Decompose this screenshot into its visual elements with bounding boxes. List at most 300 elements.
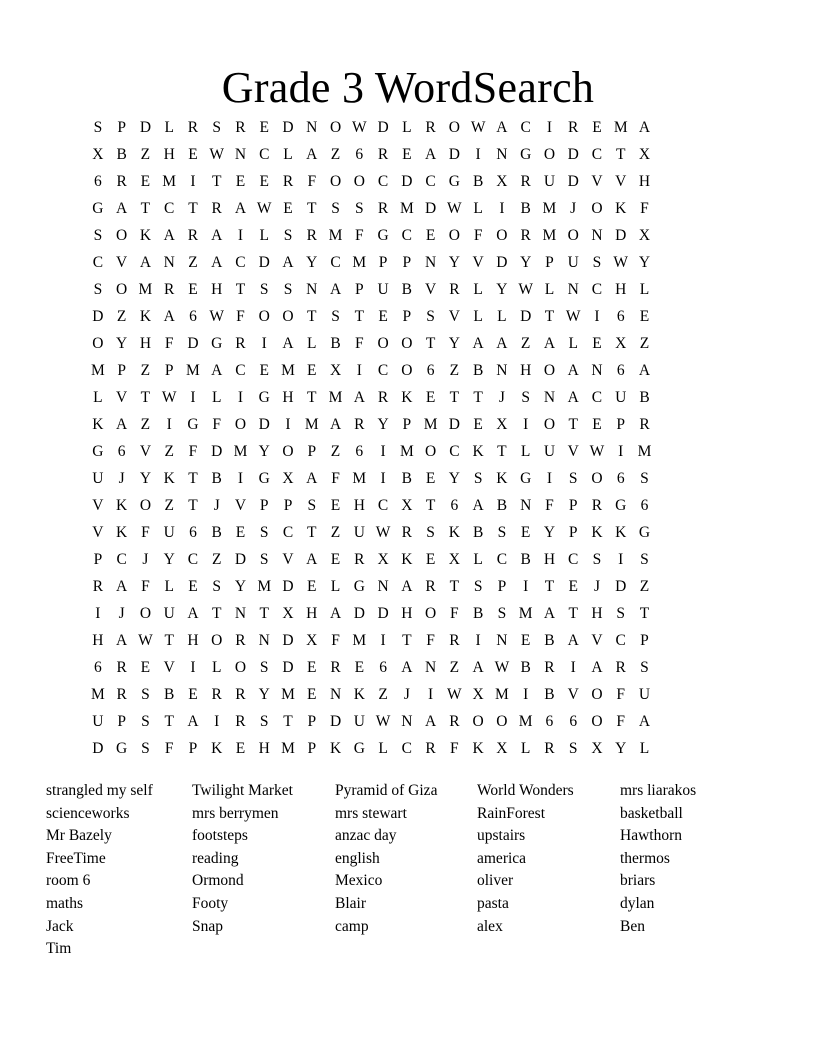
grid-cell[interactable]: X <box>401 497 413 514</box>
grid-cell[interactable]: B <box>211 470 222 487</box>
grid-cell[interactable]: M <box>613 119 628 136</box>
word-list-item[interactable]: thermos <box>620 849 670 867</box>
grid-cell[interactable]: M <box>399 200 414 217</box>
grid-cell[interactable]: S <box>497 605 507 622</box>
grid-cell[interactable]: L <box>473 200 483 217</box>
grid-cell[interactable]: B <box>211 524 222 541</box>
grid-cell[interactable]: O <box>567 227 579 244</box>
grid-cell[interactable]: H <box>187 632 199 649</box>
grid-cell[interactable]: B <box>544 632 555 649</box>
grid-cell[interactable]: V <box>282 551 294 568</box>
grid-cell[interactable]: H <box>615 281 627 298</box>
grid-cell[interactable]: S <box>331 308 340 325</box>
grid-cell[interactable]: O <box>211 632 223 649</box>
grid-cell[interactable]: K <box>401 389 413 406</box>
grid-cell[interactable]: W <box>209 308 225 325</box>
grid-cell[interactable]: C <box>591 146 603 163</box>
grid-cell[interactable]: E <box>235 173 246 190</box>
grid-cell[interactable]: M <box>423 416 438 433</box>
word-list-item[interactable]: oliver <box>477 872 514 890</box>
grid-cell[interactable]: A <box>496 335 508 352</box>
grid-cell[interactable]: V <box>591 173 603 190</box>
grid-cell[interactable]: S <box>497 524 507 541</box>
grid-cell[interactable]: H <box>258 740 270 757</box>
grid-cell[interactable]: M <box>542 227 557 244</box>
word-list-item[interactable]: mrs liarakos <box>620 782 697 799</box>
grid-cell[interactable]: A <box>116 200 128 217</box>
grid-cell[interactable]: E <box>259 173 269 190</box>
grid-cell[interactable]: O <box>353 173 365 190</box>
grid-cell[interactable]: O <box>472 713 484 730</box>
grid-cell[interactable]: E <box>235 740 246 757</box>
grid-cell[interactable]: R <box>520 227 531 244</box>
grid-cell[interactable]: A <box>116 578 128 595</box>
grid-cell[interactable]: C <box>330 254 341 271</box>
grid-cell[interactable]: L <box>164 119 174 136</box>
grid-cell[interactable]: N <box>234 146 247 163</box>
grid-cell[interactable]: F <box>616 686 626 703</box>
grid-cell[interactable]: R <box>235 632 246 649</box>
grid-cell[interactable]: O <box>282 308 294 325</box>
grid-cell[interactable]: M <box>328 227 343 244</box>
grid-cell[interactable]: Y <box>638 254 651 271</box>
grid-cell[interactable]: T <box>140 200 151 217</box>
grid-cell[interactable]: J <box>213 497 220 514</box>
word-list-item[interactable]: Ormond <box>192 872 244 890</box>
grid-cell[interactable]: J <box>403 686 410 703</box>
grid-cell[interactable]: G <box>92 200 104 217</box>
grid-cell[interactable]: O <box>92 335 104 352</box>
grid-cell[interactable]: A <box>472 659 484 676</box>
grid-cell[interactable]: B <box>330 335 341 352</box>
grid-cell[interactable]: C <box>235 362 246 379</box>
grid-cell[interactable]: 6 <box>640 497 649 514</box>
grid-cell[interactable]: S <box>283 281 293 298</box>
grid-cell[interactable]: D <box>282 659 294 676</box>
grid-cell[interactable]: S <box>141 713 150 730</box>
grid-cell[interactable]: M <box>257 578 272 595</box>
grid-cell[interactable]: K <box>615 524 627 541</box>
grid-cell[interactable]: E <box>592 335 602 352</box>
grid-cell[interactable]: F <box>545 497 554 514</box>
grid-cell[interactable]: S <box>473 578 483 595</box>
grid-cell[interactable]: T <box>354 308 365 325</box>
grid-cell[interactable]: S <box>640 470 649 487</box>
word-list-item[interactable]: mrs berrymen <box>192 804 279 822</box>
grid-cell[interactable]: S <box>568 470 578 487</box>
grid-cell[interactable]: N <box>520 497 532 514</box>
grid-cell[interactable]: P <box>640 632 649 649</box>
grid-cell[interactable]: A <box>139 254 152 271</box>
grid-cell[interactable]: B <box>472 173 484 190</box>
grid-cell[interactable]: C <box>116 551 127 568</box>
grid-cell[interactable]: D <box>377 605 389 622</box>
grid-cell[interactable]: E <box>425 227 436 244</box>
grid-cell[interactable]: F <box>450 605 459 622</box>
grid-cell[interactable]: W <box>209 146 225 163</box>
grid-cell[interactable]: A <box>234 200 247 217</box>
grid-cell[interactable]: A <box>211 362 223 379</box>
grid-cell[interactable]: A <box>567 632 579 649</box>
grid-cell[interactable]: G <box>638 524 651 541</box>
grid-cell[interactable]: S <box>93 281 103 298</box>
grid-cell[interactable]: B <box>472 524 484 541</box>
grid-cell[interactable]: D <box>92 740 104 757</box>
grid-cell[interactable]: T <box>188 497 198 514</box>
grid-cell[interactable]: E <box>425 389 436 406</box>
grid-cell[interactable]: O <box>591 686 603 703</box>
grid-cell[interactable]: M <box>542 200 557 217</box>
grid-cell[interactable]: B <box>164 686 175 703</box>
grid-cell[interactable]: T <box>140 389 151 406</box>
grid-cell[interactable]: E <box>354 659 365 676</box>
grid-cell[interactable]: D <box>448 146 460 163</box>
grid-cell[interactable]: F <box>141 524 150 541</box>
grid-cell[interactable]: C <box>449 443 460 460</box>
grid-cell[interactable]: T <box>188 470 198 487</box>
grid-cell[interactable]: S <box>592 551 602 568</box>
grid-cell[interactable]: Y <box>306 254 318 271</box>
grid-cell[interactable]: F <box>426 632 435 649</box>
grid-cell[interactable]: M <box>186 362 200 379</box>
grid-cell[interactable]: D <box>258 254 270 271</box>
grid-cell[interactable]: M <box>281 740 295 757</box>
word-list-item[interactable]: footsteps <box>192 827 248 845</box>
grid-cell[interactable]: I <box>190 173 196 190</box>
grid-cell[interactable]: R <box>449 632 460 649</box>
grid-cell[interactable]: L <box>520 443 531 460</box>
grid-cell[interactable]: M <box>281 686 295 703</box>
grid-cell[interactable]: S <box>616 605 626 622</box>
grid-cell[interactable]: I <box>95 605 101 622</box>
grid-cell[interactable]: L <box>639 740 650 757</box>
grid-cell[interactable]: H <box>282 389 294 406</box>
grid-cell[interactable]: M <box>328 389 343 406</box>
grid-cell[interactable]: K <box>472 740 484 757</box>
grid-cell[interactable]: X <box>282 470 294 487</box>
grid-cell[interactable]: S <box>259 551 269 568</box>
grid-cell[interactable]: I <box>523 686 529 703</box>
grid-cell[interactable]: A <box>401 578 413 595</box>
grid-cell[interactable]: U <box>163 524 175 541</box>
word-list-item[interactable]: room 6 <box>46 872 91 890</box>
grid-cell[interactable]: T <box>425 335 436 352</box>
grid-cell[interactable]: O <box>591 200 603 217</box>
grid-cell[interactable]: F <box>164 740 174 757</box>
grid-cell[interactable]: E <box>520 632 531 649</box>
grid-cell[interactable]: Z <box>520 335 531 352</box>
grid-cell[interactable]: R <box>520 173 531 190</box>
grid-cell[interactable]: D <box>520 308 532 325</box>
grid-cell[interactable]: G <box>92 443 104 460</box>
grid-cell[interactable]: K <box>163 470 175 487</box>
grid-cell[interactable]: 6 <box>379 659 387 676</box>
grid-cell[interactable]: P <box>307 740 317 757</box>
word-list-item[interactable]: english <box>335 849 380 867</box>
grid-cell[interactable]: V <box>567 686 579 703</box>
grid-cell[interactable]: R <box>639 416 650 433</box>
grid-cell[interactable]: T <box>425 497 436 514</box>
grid-cell[interactable]: A <box>425 146 437 163</box>
grid-cell[interactable]: H <box>543 551 556 568</box>
grid-cell[interactable]: F <box>236 308 245 325</box>
word-list-item[interactable]: World Wonders <box>477 782 574 799</box>
grid-cell[interactable]: R <box>235 713 246 730</box>
grid-cell[interactable]: L <box>544 281 555 298</box>
grid-cell[interactable]: O <box>258 308 270 325</box>
grid-cell[interactable]: I <box>190 389 196 406</box>
grid-cell[interactable]: I <box>261 335 267 352</box>
grid-cell[interactable]: P <box>117 119 126 136</box>
grid-cell[interactable]: J <box>142 551 149 568</box>
grid-cell[interactable]: I <box>570 659 576 676</box>
grid-cell[interactable]: W <box>447 686 462 703</box>
word-list-item[interactable]: pasta <box>477 894 509 912</box>
grid-cell[interactable]: P <box>354 281 364 298</box>
grid-cell[interactable]: R <box>591 497 603 514</box>
grid-cell[interactable]: E <box>378 308 388 325</box>
grid-cell[interactable]: O <box>234 416 247 433</box>
grid-cell[interactable]: E <box>473 416 483 433</box>
grid-cell[interactable]: N <box>425 254 437 271</box>
grid-cell[interactable]: D <box>567 173 579 190</box>
grid-cell[interactable]: I <box>523 416 529 433</box>
grid-cell[interactable]: S <box>426 308 435 325</box>
grid-cell[interactable]: O <box>401 362 413 379</box>
grid-cell[interactable]: W <box>375 713 391 730</box>
grid-cell[interactable]: F <box>331 470 340 487</box>
grid-cell[interactable]: B <box>520 551 531 568</box>
grid-cell[interactable]: K <box>353 686 365 703</box>
grid-cell[interactable]: Y <box>615 740 627 757</box>
grid-cell[interactable]: C <box>164 200 175 217</box>
grid-cell[interactable]: Y <box>258 443 270 460</box>
grid-cell[interactable]: D <box>187 335 199 352</box>
grid-cell[interactable]: T <box>639 605 650 622</box>
grid-cell[interactable]: E <box>592 119 602 136</box>
grid-cell[interactable]: J <box>118 605 125 622</box>
grid-cell[interactable]: U <box>92 713 104 730</box>
grid-cell[interactable]: I <box>380 470 386 487</box>
grid-cell[interactable]: R <box>568 119 579 136</box>
grid-cell[interactable]: Z <box>449 659 460 676</box>
grid-cell[interactable]: R <box>425 740 436 757</box>
grid-cell[interactable]: B <box>401 281 412 298</box>
word-list-item[interactable]: scienceworks <box>46 804 130 822</box>
grid-cell[interactable]: M <box>90 686 105 703</box>
grid-cell[interactable]: T <box>497 443 507 460</box>
grid-cell[interactable]: Z <box>211 551 222 568</box>
grid-cell[interactable]: 6 <box>117 443 126 460</box>
grid-cell[interactable]: D <box>329 713 342 730</box>
grid-cell[interactable]: Y <box>234 578 247 595</box>
grid-cell[interactable]: G <box>353 578 365 595</box>
grid-cell[interactable]: I <box>380 443 386 460</box>
grid-cell[interactable]: C <box>425 173 436 190</box>
grid-cell[interactable]: R <box>282 173 294 190</box>
grid-cell[interactable]: A <box>187 713 199 730</box>
grid-cell[interactable]: A <box>472 497 484 514</box>
grid-cell[interactable]: X <box>638 227 651 244</box>
grid-cell[interactable]: E <box>425 470 436 487</box>
grid-cell[interactable]: E <box>188 281 198 298</box>
grid-cell[interactable]: N <box>567 281 579 298</box>
grid-cell[interactable]: W <box>138 632 153 649</box>
grid-cell[interactable]: 6 <box>355 146 364 163</box>
grid-cell[interactable]: N <box>496 362 508 379</box>
grid-cell[interactable]: H <box>211 281 223 298</box>
grid-cell[interactable]: T <box>544 578 555 595</box>
grid-cell[interactable]: W <box>351 119 367 136</box>
grid-cell[interactable]: A <box>638 119 651 136</box>
grid-cell[interactable]: D <box>401 173 413 190</box>
grid-cell[interactable]: 6 <box>426 362 435 379</box>
grid-cell[interactable]: K <box>329 740 342 757</box>
grid-cell[interactable]: W <box>161 389 177 406</box>
grid-cell[interactable]: B <box>401 470 412 487</box>
grid-cell[interactable]: I <box>618 443 624 460</box>
grid-cell[interactable]: O <box>116 227 128 244</box>
grid-cell[interactable]: R <box>354 416 365 433</box>
grid-cell[interactable]: R <box>544 740 555 757</box>
word-list-item[interactable]: Ben <box>620 917 645 935</box>
grid-cell[interactable]: O <box>139 497 152 514</box>
grid-cell[interactable]: E <box>639 308 650 325</box>
grid-cell[interactable]: R <box>377 146 389 163</box>
grid-cell[interactable]: P <box>164 362 174 379</box>
grid-cell[interactable]: M <box>90 362 105 379</box>
grid-cell[interactable]: R <box>92 578 104 595</box>
grid-cell[interactable]: B <box>520 200 531 217</box>
grid-cell[interactable]: T <box>473 389 483 406</box>
grid-cell[interactable]: M <box>281 362 295 379</box>
grid-cell[interactable]: S <box>307 497 317 514</box>
grid-cell[interactable]: E <box>307 659 317 676</box>
grid-cell[interactable]: 6 <box>616 470 625 487</box>
grid-cell[interactable]: S <box>259 281 269 298</box>
grid-cell[interactable]: V <box>92 497 104 514</box>
grid-cell[interactable]: Z <box>639 335 650 352</box>
grid-cell[interactable]: X <box>306 632 318 649</box>
word-list-item[interactable]: camp <box>335 917 369 935</box>
grid-cell[interactable]: O <box>377 335 389 352</box>
grid-cell[interactable]: L <box>402 119 412 136</box>
grid-cell[interactable]: X <box>282 605 294 622</box>
grid-cell[interactable]: T <box>211 605 222 622</box>
grid-cell[interactable]: M <box>352 470 367 487</box>
grid-cell[interactable]: N <box>496 632 508 649</box>
word-list-item[interactable]: alex <box>477 917 503 935</box>
grid-cell[interactable]: O <box>543 146 556 163</box>
grid-cell[interactable]: K <box>211 740 223 757</box>
grid-cell[interactable]: N <box>163 254 175 271</box>
grid-cell[interactable]: K <box>92 416 104 433</box>
grid-cell[interactable]: A <box>116 632 128 649</box>
grid-cell[interactable]: I <box>190 659 196 676</box>
grid-cell[interactable]: D <box>92 308 104 325</box>
grid-cell[interactable]: O <box>282 443 294 460</box>
grid-cell[interactable]: T <box>307 389 317 406</box>
grid-cell[interactable]: I <box>546 119 553 136</box>
grid-cell[interactable]: C <box>377 362 389 379</box>
grid-cell[interactable]: C <box>568 551 579 568</box>
grid-cell[interactable]: T <box>449 389 460 406</box>
grid-cell[interactable]: D <box>282 119 294 136</box>
grid-cell[interactable]: H <box>401 605 413 622</box>
grid-cell[interactable]: G <box>520 146 532 163</box>
grid-cell[interactable]: A <box>401 659 413 676</box>
grid-cell[interactable]: S <box>640 551 649 568</box>
grid-cell[interactable]: M <box>233 443 248 460</box>
grid-cell[interactable]: 6 <box>94 659 102 676</box>
grid-cell[interactable]: X <box>615 335 627 352</box>
grid-cell[interactable]: C <box>187 551 199 568</box>
grid-cell[interactable]: Y <box>496 281 508 298</box>
grid-cell[interactable]: N <box>329 686 342 703</box>
grid-cell[interactable]: R <box>187 119 199 136</box>
grid-cell[interactable]: B <box>116 146 127 163</box>
grid-cell[interactable]: E <box>307 686 317 703</box>
grid-cell[interactable]: H <box>306 605 318 622</box>
grid-cell[interactable]: S <box>592 254 602 271</box>
grid-cell[interactable]: F <box>450 740 459 757</box>
grid-cell[interactable]: R <box>377 200 389 217</box>
grid-cell[interactable]: Z <box>164 497 174 514</box>
grid-cell[interactable]: Z <box>140 146 151 163</box>
word-list-item[interactable]: Jack <box>46 917 74 935</box>
grid-cell[interactable]: L <box>330 578 341 595</box>
grid-cell[interactable]: L <box>497 308 507 325</box>
grid-cell[interactable]: Z <box>140 362 151 379</box>
grid-cell[interactable]: J <box>570 200 577 217</box>
grid-cell[interactable]: V <box>163 659 175 676</box>
grid-cell[interactable]: A <box>211 227 223 244</box>
grid-cell[interactable]: R <box>377 389 389 406</box>
grid-cell[interactable]: D <box>139 119 152 136</box>
grid-cell[interactable]: B <box>544 686 555 703</box>
grid-cell[interactable]: I <box>499 200 505 217</box>
grid-cell[interactable]: F <box>164 335 174 352</box>
grid-cell[interactable]: K <box>139 227 152 244</box>
grid-cell[interactable]: N <box>543 389 556 406</box>
grid-cell[interactable]: R <box>164 281 175 298</box>
word-list-item[interactable]: Mexico <box>335 872 383 890</box>
grid-cell[interactable]: M <box>304 416 319 433</box>
grid-cell[interactable]: 6 <box>355 443 364 460</box>
grid-cell[interactable]: P <box>307 443 317 460</box>
grid-cell[interactable]: Y <box>520 254 532 271</box>
grid-cell[interactable]: S <box>426 524 435 541</box>
grid-cell[interactable]: 6 <box>569 713 578 730</box>
grid-cell[interactable]: S <box>212 578 222 595</box>
grid-cell[interactable]: M <box>637 443 652 460</box>
grid-cell[interactable]: L <box>307 335 317 352</box>
grid-cell[interactable]: D <box>211 443 223 460</box>
grid-cell[interactable]: W <box>470 119 486 136</box>
grid-cell[interactable]: U <box>543 443 556 460</box>
grid-cell[interactable]: A <box>591 659 603 676</box>
grid-cell[interactable]: A <box>425 713 437 730</box>
word-list-item[interactable]: mrs stewart <box>335 804 407 822</box>
grid-cell[interactable]: D <box>377 119 389 136</box>
grid-cell[interactable]: D <box>353 605 365 622</box>
word-list-item[interactable]: Snap <box>192 917 223 935</box>
grid-cell[interactable]: N <box>258 632 270 649</box>
grid-cell[interactable]: S <box>283 227 293 244</box>
grid-cell[interactable]: O <box>496 713 508 730</box>
word-list-item[interactable]: reading <box>192 849 239 867</box>
grid-cell[interactable]: F <box>212 416 222 433</box>
